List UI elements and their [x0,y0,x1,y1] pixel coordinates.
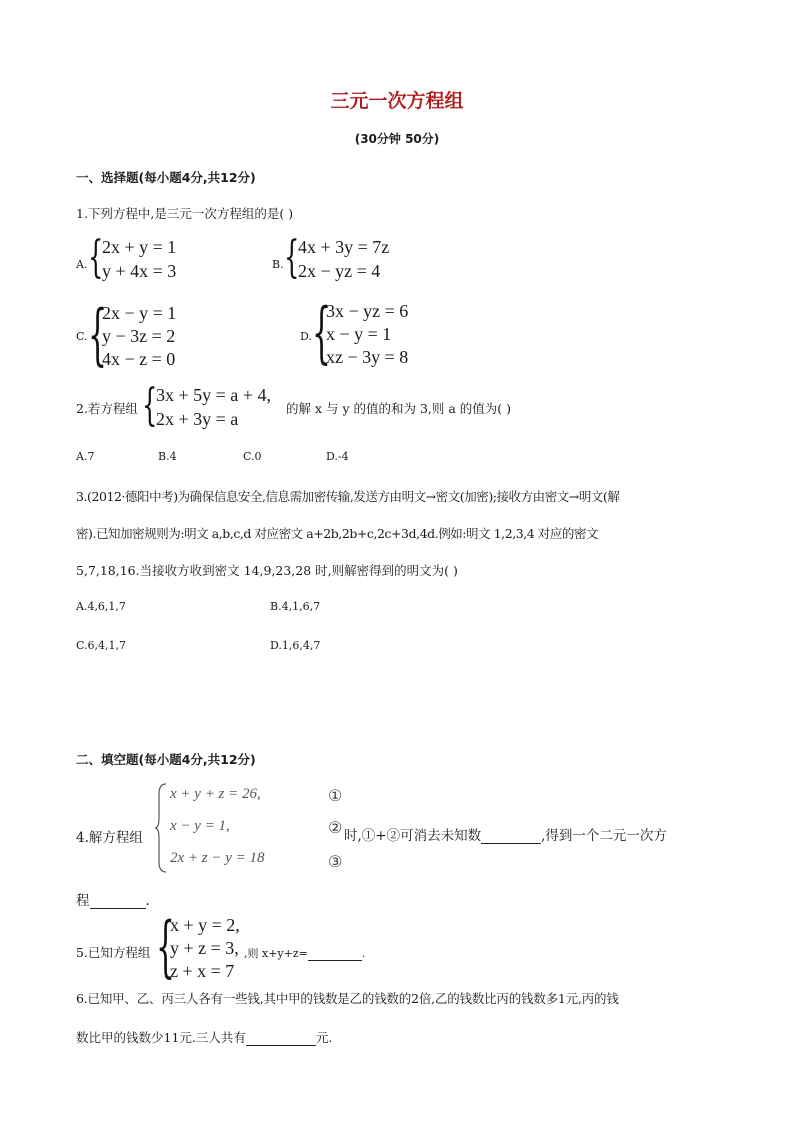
equation: 3x + 5y = a + 4, [156,385,271,405]
q3-option-c: C.6,4,1,7 [76,639,127,652]
q2-option-d: D.-4 [326,450,349,463]
question-3-line-1: 3.(2012·德阳中考)为确保信息安全,信息需加密传输,发送方由明文→密文(加密);接收方由密文→明文(解 [76,489,620,504]
q3-option-a: A.4,6,1,7 [76,600,126,613]
q1-option-b-label: B. [272,258,284,271]
question-6-line-2 [76,1028,332,1046]
q3-option-d: D.1,6,4,7 [270,639,321,652]
equation: xz − 3y = 8 [326,347,409,367]
equation: 2x − y = 1 [102,303,177,323]
answer-blank[interactable] [246,1045,316,1046]
q2-option-a: A.7 [76,450,95,463]
circled-number-1: ① [328,786,343,805]
equation: 2x + 3y = a [156,409,239,429]
q1-option-c-label: C. [76,330,88,343]
equation: z + x = 7 [170,961,235,981]
equation: x + y + z = 26, [170,786,261,802]
answer-blank[interactable] [308,960,362,961]
question-1-stem: 1.下列方程中,是三元一次方程组的是( ) [76,206,294,221]
question-5-suffix [244,945,365,961]
section-heading-fill: 二、填空题(每小题4分,共12分) [76,752,256,767]
brace-icon: { [142,380,158,431]
question-4-prefix: 4.解方程组 [76,830,143,846]
question-2-suffix: 的解 x 与 y 的值的和为 3,则 a 的值为( ) [286,401,512,416]
equation: 2x + y = 1 [102,237,177,257]
q6-line2-end: 元. [315,1030,333,1045]
q1-option-b-system [284,232,444,284]
brace-icon: { [88,296,107,373]
equation: x − y = 1 [326,324,392,344]
q1-option-d-system [312,294,472,371]
equation: 4x + 3y = 7z [298,237,390,257]
q4-system [154,782,344,874]
question-4-mid [344,824,667,844]
brace-icon: { [284,232,300,283]
equation: y − 3z = 2 [102,326,176,346]
equation: 2x + z − y = 18 [170,850,265,866]
circled-number-2: ② [328,818,343,837]
q6-line2-start: 数比甲的钱数少11元.三人共有 [76,1030,246,1045]
equation: x + y = 2, [170,915,240,935]
answer-blank[interactable] [481,843,541,844]
section-heading-choice: 一、选择题(每小题4分,共12分) [76,170,256,185]
q1-option-a-label: A. [76,258,88,271]
question-4-line-2 [76,889,150,909]
equation: y + 4x = 3 [102,261,177,281]
brace-icon [154,782,168,874]
q5-suffix-text: ,则 x+y+z= [244,947,308,960]
q2-option-c: C.0 [243,450,262,463]
equation: 2x − yz = 4 [298,261,381,281]
q2-option-b: B.4 [158,450,177,463]
q1-option-c-system [88,296,228,373]
equation: 3x − yz = 6 [326,301,409,321]
equation: 4x − z = 0 [102,349,176,369]
question-6-line-1: 6.已知甲、乙、丙三人各有一些钱,其中甲的钱数是乙的钱数的2倍,乙的钱数比丙的钱数多1元,丙的钱 [76,991,619,1006]
brace-icon: { [156,908,175,985]
q3-option-b: B.4,1,6,7 [270,600,321,613]
equation: x − y = 1, [170,818,230,834]
circled-number-3: ③ [328,852,343,871]
brace-icon: { [312,294,331,371]
q1-option-a-system [88,232,228,284]
brace-icon: { [88,232,104,283]
equation: y + z = 3, [170,938,239,958]
q1-option-d-label: D. [300,330,312,343]
q4-line2-end: . [145,893,150,909]
page-subtitle: (30分钟 50分) [354,132,440,146]
question-2-prefix: 2.若方程组 [76,401,138,416]
question-3-line-2: 密).已知加密规则为:明文 a,b,c,d 对应密文 a+2b,2b+c,2c+3d,4d.例如:明文 1,2,3,4 对应的密文 [76,526,599,541]
q2-system [142,380,292,432]
q4-after-text: ,得到一个二元一次方 [541,828,667,844]
q4-line2-start: 程 [76,893,90,909]
q5-end-text: . [361,947,366,960]
answer-blank[interactable] [90,908,146,909]
q4-mid-text: 时,①+②可消去未知数 [344,828,482,844]
question-3-line-3: 5,7,18,16.当接收方收到密文 14,9,23,28 时,则解密得到的明文为( ) [76,563,458,578]
question-5-prefix: 5.已知方程组 [76,945,151,960]
page-title: 三元一次方程组 [330,90,464,112]
